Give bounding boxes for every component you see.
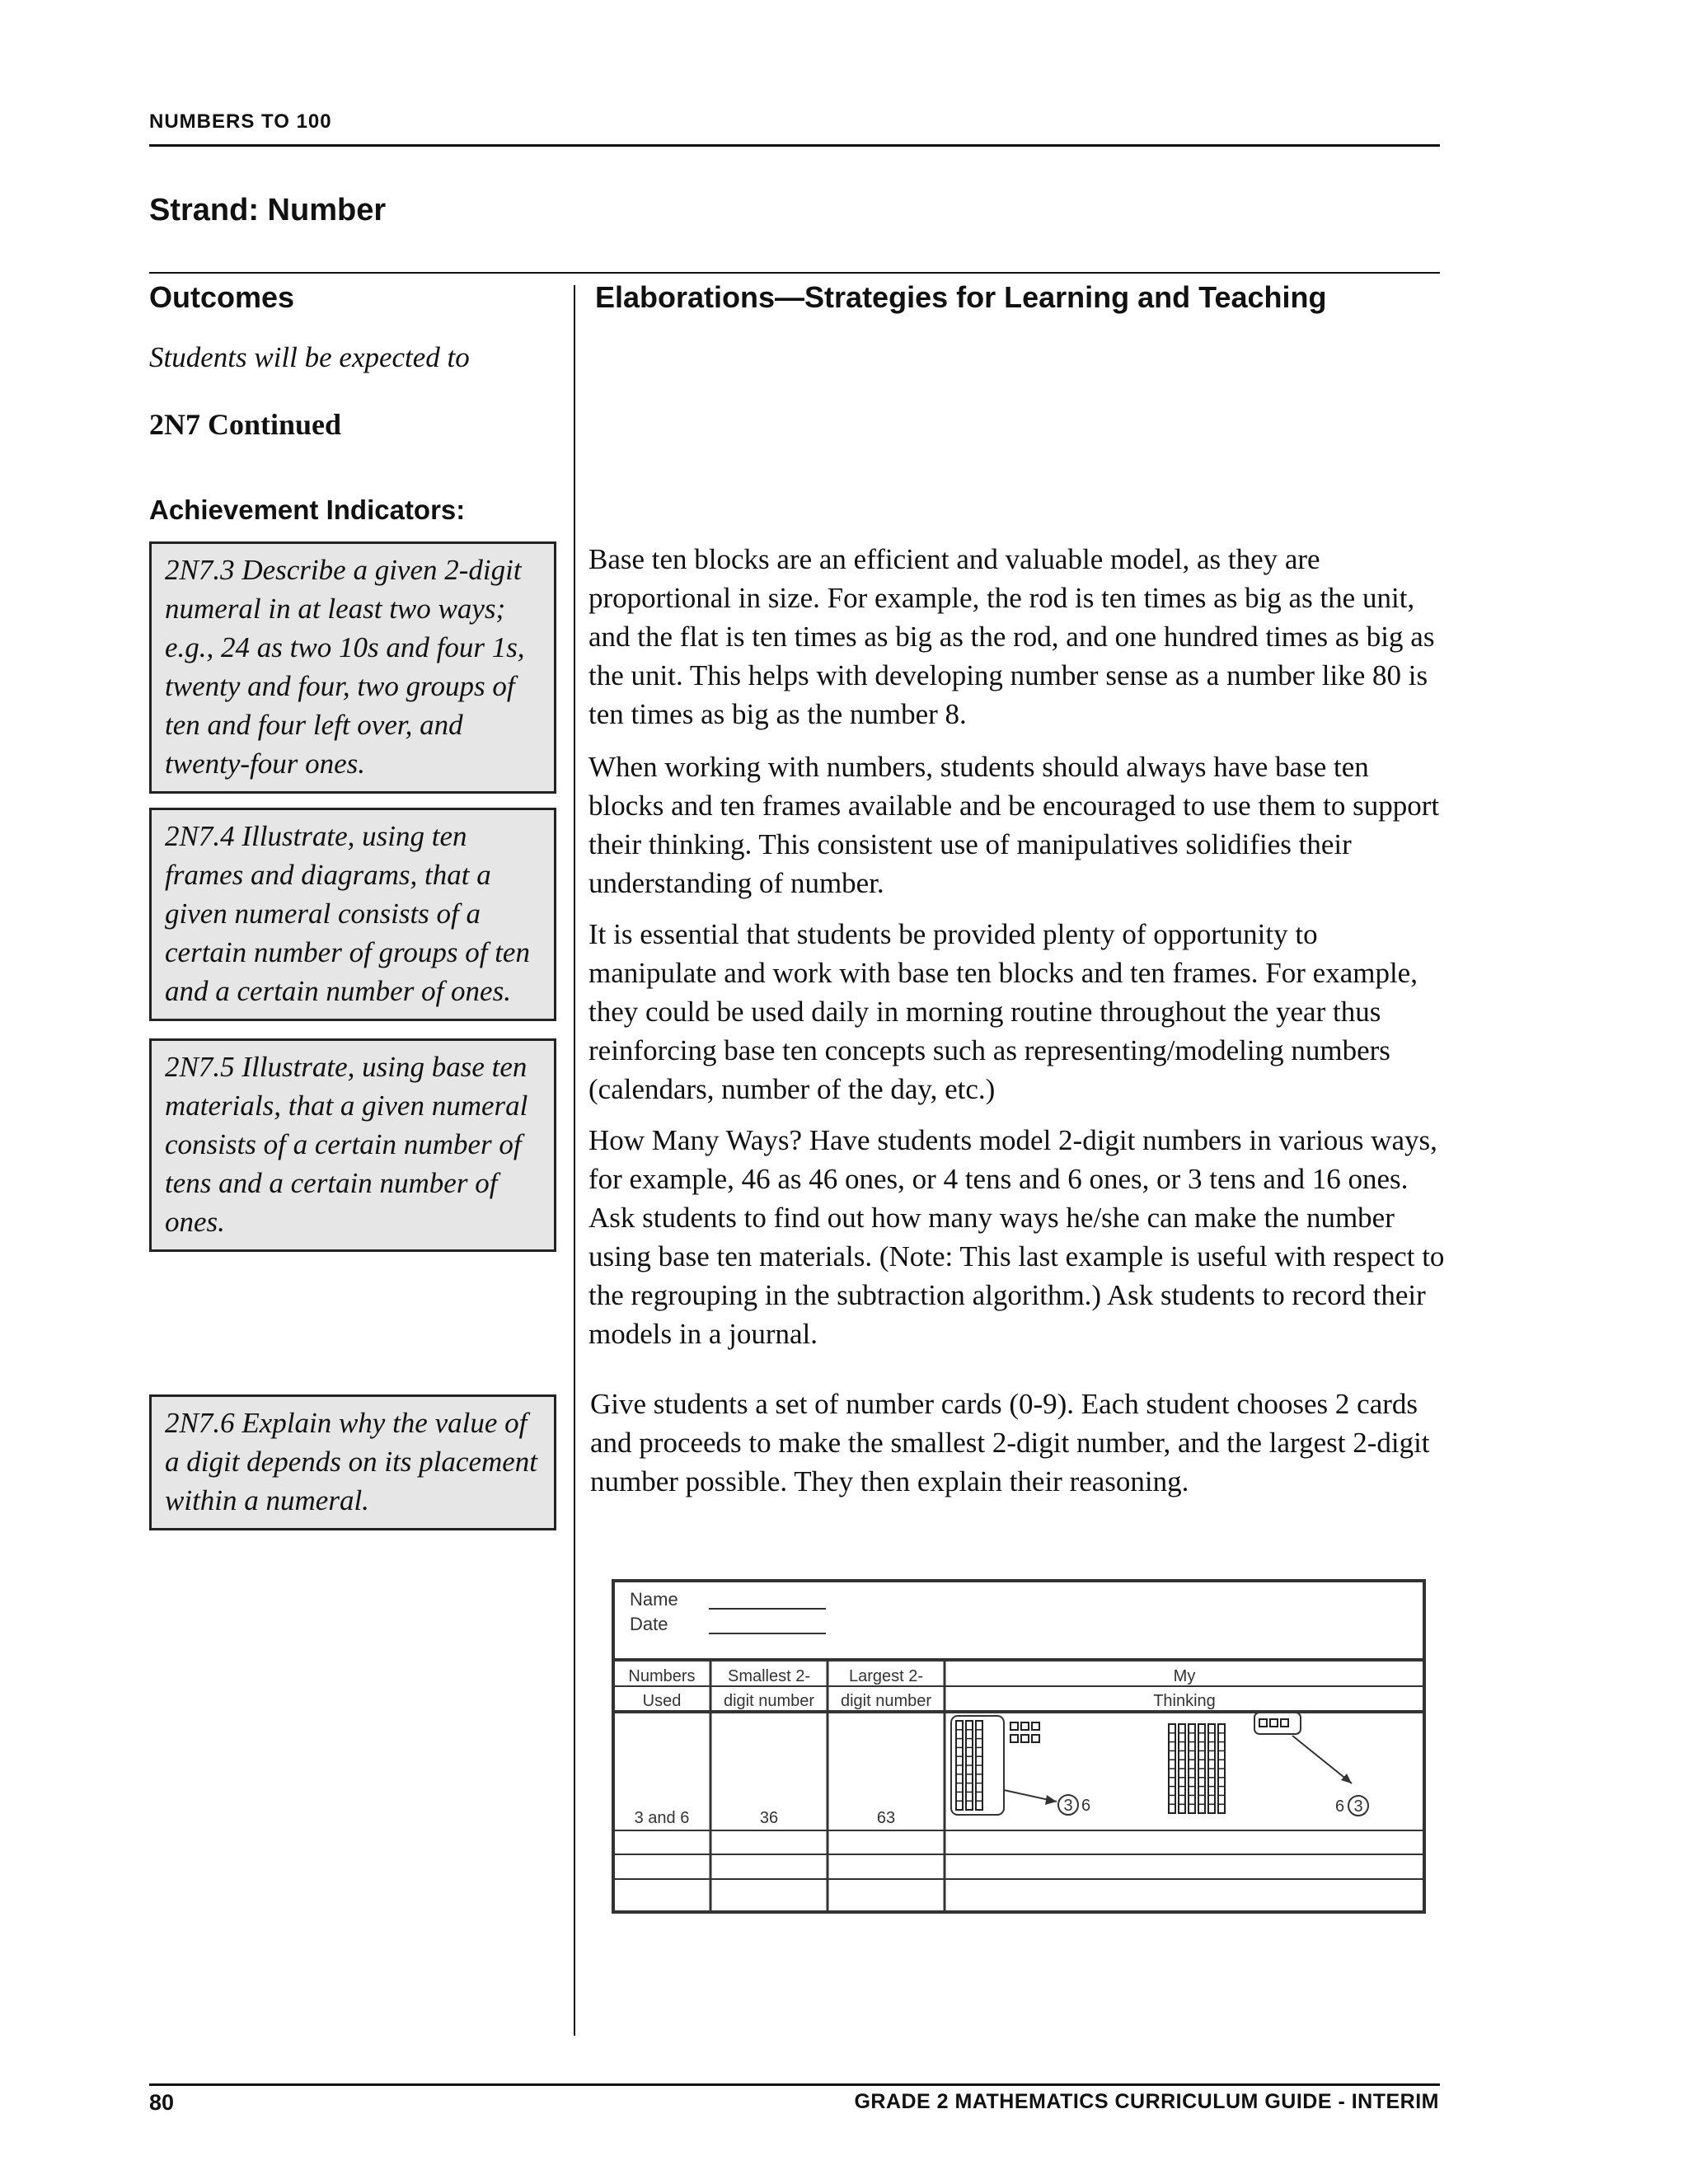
- col-header-largest-2: digit number: [840, 1692, 932, 1710]
- indicator-box-2n7-3: [149, 541, 556, 794]
- unit-cube: [1021, 1722, 1029, 1730]
- elaborations-heading: Elaborations—Strategies for Learning and Teaching: [595, 280, 1327, 314]
- unit-cube: [1032, 1722, 1039, 1730]
- col-header-used: Used: [642, 1692, 682, 1710]
- unit-cube: [1270, 1719, 1278, 1727]
- footer-rule: [149, 2083, 1440, 2086]
- indicator-text: 2N7.5 Illustrate, using base ten materials, that a given numeral consists of a certain number of tens and a certain number of ones.: [165, 1051, 528, 1238]
- achievement-indicators-heading: Achievement Indicators:: [149, 494, 466, 525]
- elaboration-paragraph: How Many Ways? Have students model 2-digit numbers in various ways, for example, 46 as 46 ones, or 4 tens and 6 ones, or 3 tens and 16 ones. Ask students to find out how many ways he/she can make the number using base ten materials. (Note: This last example is useful with respect to the regrouping in the subtraction algorithm.) Ask students to record their models in a journal.: [588, 1124, 1445, 1350]
- name-label: Name: [630, 1589, 678, 1610]
- thinking-largest-ones: 3: [1353, 1797, 1363, 1816]
- elaboration-paragraph: It is essential that students be provided plenty of opportunity to manipulate and work with base ten blocks and ten frames. For example, they could be used daily in morning routine throughout the year thus reinforcing base ten concepts such as representing/modeling numbers (calendars, number of the day, etc.): [588, 918, 1418, 1105]
- col-header-largest: Largest 2-: [848, 1667, 924, 1685]
- example-numbers-used: 3 and 6: [634, 1809, 690, 1827]
- section-rule: [149, 272, 1440, 274]
- indicator-text: 2N7.6 Explain why the value of a digit depends on its placement within a numeral.: [165, 1407, 538, 1516]
- unit-cube: [1021, 1735, 1029, 1742]
- worksheet-figure: [612, 1579, 1426, 1915]
- indicator-box-2n7-5: [149, 1038, 556, 1252]
- example-smallest: 36: [759, 1809, 779, 1827]
- unit-cube: [1032, 1735, 1039, 1742]
- thinking-smallest-tens: 3: [1063, 1797, 1073, 1815]
- column-divider: [574, 285, 575, 2036]
- col-header-numbers: Numbers: [628, 1667, 696, 1685]
- page-number: 80: [149, 2090, 175, 2115]
- indicator-box-2n7-4: [149, 808, 556, 1021]
- thinking-largest-tens: 6: [1335, 1797, 1345, 1816]
- worksheet-frame: [613, 1581, 1424, 1912]
- footer-title: GRADE 2 MATHEMATICS CURRICULUM GUIDE - INTERIM: [854, 2090, 1439, 2113]
- unit-cube: [1010, 1722, 1018, 1730]
- col-header-thinking: Thinking: [1153, 1692, 1216, 1710]
- expected-text: Students will be expected to: [149, 341, 470, 373]
- thinking-smallest-ones: 6: [1081, 1797, 1091, 1815]
- unit-cube: [1010, 1735, 1018, 1742]
- example-largest: 63: [876, 1809, 896, 1827]
- indicator-text: 2N7.4 Illustrate, using ten frames and diagrams, that a given numeral consists of a certain number of groups of ten and a certain number of ones.: [165, 820, 530, 1007]
- indicator-text: 2N7.3 Describe a given 2-digit numeral in at least two ways; e.g., 24 as two 10s and four 1s, twenty and four, two groups of ten and four left over, and twenty-four ones.: [165, 554, 525, 780]
- date-label: Date: [630, 1614, 668, 1634]
- indicator-box-2n7-6: [149, 1394, 556, 1530]
- elaboration-paragraph: Base ten blocks are an efficient and valuable model, as they are proportional in size. For example, the rod is ten times as big as the unit, and the flat is ten times as big as the rod, and one hundred times as big as the unit. This helps with developing number sense as a number like 80 is ten times as big as the number 8.: [588, 543, 1435, 730]
- unit-cube: [1281, 1719, 1288, 1727]
- elaboration-paragraph: Give students a set of number cards (0-9). Each student chooses 2 cards and proceeds to make the smallest 2-digit number, and the largest 2-digit number possible. They then explain their reasoning.: [590, 1388, 1430, 1497]
- elaboration-paragraph: When working with numbers, students should always have base ten blocks and ten frames available and be encouraged to use them to support their thinking. This consistent use of manipulatives solidifies their understanding of number.: [588, 751, 1440, 899]
- header-rule: [149, 144, 1440, 147]
- col-header-smallest-2: digit number: [723, 1692, 815, 1710]
- outcome-continued-label: 2N7 Continued: [149, 408, 342, 441]
- strand-title: Strand: Number: [149, 193, 387, 227]
- col-header-my: My: [1173, 1667, 1196, 1685]
- outcomes-heading: Outcomes: [149, 280, 295, 314]
- unit-cube: [1259, 1719, 1267, 1727]
- col-header-smallest: Smallest 2-: [727, 1667, 811, 1685]
- running-header-title: NUMBERS TO 100: [149, 110, 332, 133]
